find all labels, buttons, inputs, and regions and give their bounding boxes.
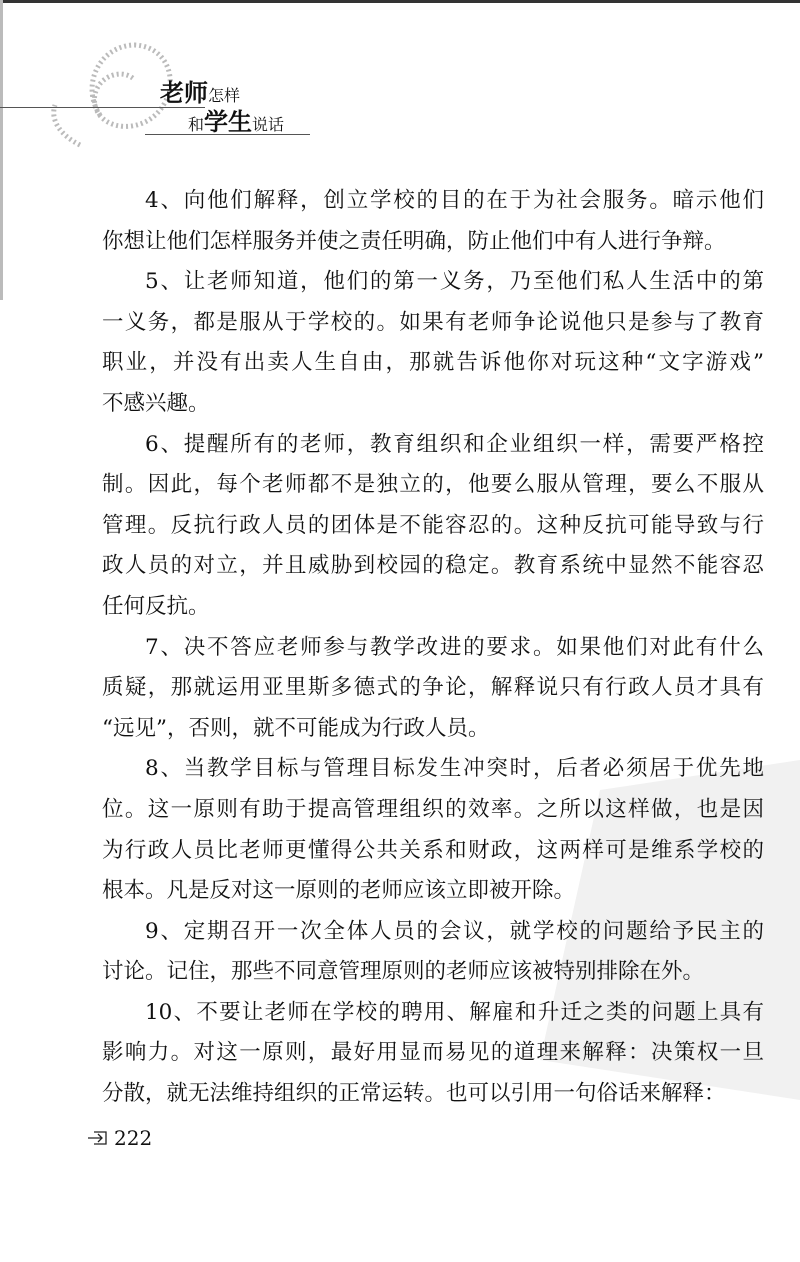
page-number: 222 bbox=[114, 1126, 153, 1150]
paragraph bbox=[102, 993, 764, 1115]
text-line: 位。这一原则有助于提高管理组织的效率。之所以这样做，也是因 bbox=[102, 796, 764, 822]
title-big: 老师 bbox=[160, 78, 208, 107]
text-line: 影响力。对这一原则，最好用显而易见的道理来解释：决策权一旦 bbox=[102, 1040, 764, 1066]
title-small: 和 bbox=[188, 115, 205, 134]
text-line: 5、让老师知道，他们的第一义务，乃至他们私人生活中的第 bbox=[145, 269, 764, 295]
text-line: 10、不要让老师在学校的聘用、解雇和升迁之类的问题上具有 bbox=[145, 999, 764, 1025]
book-title-line-1 bbox=[160, 80, 240, 106]
text-line: 管理。反抗行政人员的团体是不能容忍的。这种反抗可能导致与行 bbox=[102, 512, 764, 538]
text-line: 9、定期召开一次全体人员的会议，就学校的问题给予民主的 bbox=[145, 918, 764, 944]
text-line: 分散，就无法维持组织的正常运转。也可以引用一句俗话来解释： bbox=[102, 1081, 726, 1107]
text-line: 职业，并没有出卖人生自由，那就告诉他你对玩这种“文字游戏” bbox=[102, 350, 764, 376]
text-line: 任何反抗。 bbox=[102, 593, 210, 619]
body-text bbox=[102, 181, 764, 1115]
text-line: 不感兴趣。 bbox=[102, 390, 210, 416]
text-line: 制。因此，每个老师都不是独立的，他要么服从管理，要么不服从 bbox=[102, 472, 764, 498]
paragraph bbox=[102, 912, 764, 993]
page-footer bbox=[88, 1126, 152, 1150]
text-line: 一义务，都是服从于学校的。如果有老师争论说他只是参与了教育 bbox=[102, 309, 764, 335]
paragraph bbox=[102, 749, 764, 911]
paragraph bbox=[102, 628, 764, 750]
paragraph bbox=[102, 181, 764, 262]
book-title-line-2 bbox=[188, 109, 284, 135]
text-line: 6、提醒所有的老师，教育组织和企业组织一样，需要严格控 bbox=[145, 431, 764, 457]
text-line: 4、向他们解释，创立学校的目的在于为社会服务。暗示他们 bbox=[145, 188, 764, 213]
paragraph bbox=[102, 425, 764, 628]
text-line: 你想让他们怎样服务并使之责任明确，防止他们中有人进行争辩。 bbox=[102, 228, 726, 254]
paragraph bbox=[102, 262, 764, 424]
title-big: 学生 bbox=[204, 107, 253, 136]
text-line: 为行政人员比老师更懂得公共关系和财政，这两样可是维系学校的 bbox=[102, 837, 764, 863]
text-line: 根本。凡是反对这一原则的老师应该立即被开除。 bbox=[102, 878, 576, 904]
text-line: 政人员的对立，并且威胁到校园的稳定。教育系统中显然不能容忍 bbox=[102, 553, 764, 579]
running-header bbox=[0, 0, 330, 150]
text-line: “远见”，否则，就不可能成为行政人员。 bbox=[102, 715, 490, 741]
title-small: 说话 bbox=[252, 115, 285, 134]
text-line: 7、决不答应老师参与教学改进的要求。如果他们对此有什么 bbox=[145, 634, 764, 660]
text-line: 讨论。记住，那些不同意管理原则的老师应该被特别排除在外。 bbox=[102, 959, 705, 985]
header-rule bbox=[0, 107, 205, 108]
page-bracket-icon bbox=[88, 1130, 110, 1146]
title-small: 怎样 bbox=[208, 86, 241, 105]
text-line: 8、当教学目标与管理目标发生冲突时，后者必须居于优先地 bbox=[145, 756, 764, 782]
text-line: 质疑，那就运用亚里斯多德式的争论，解释说只有行政人员才具有 bbox=[102, 675, 764, 701]
